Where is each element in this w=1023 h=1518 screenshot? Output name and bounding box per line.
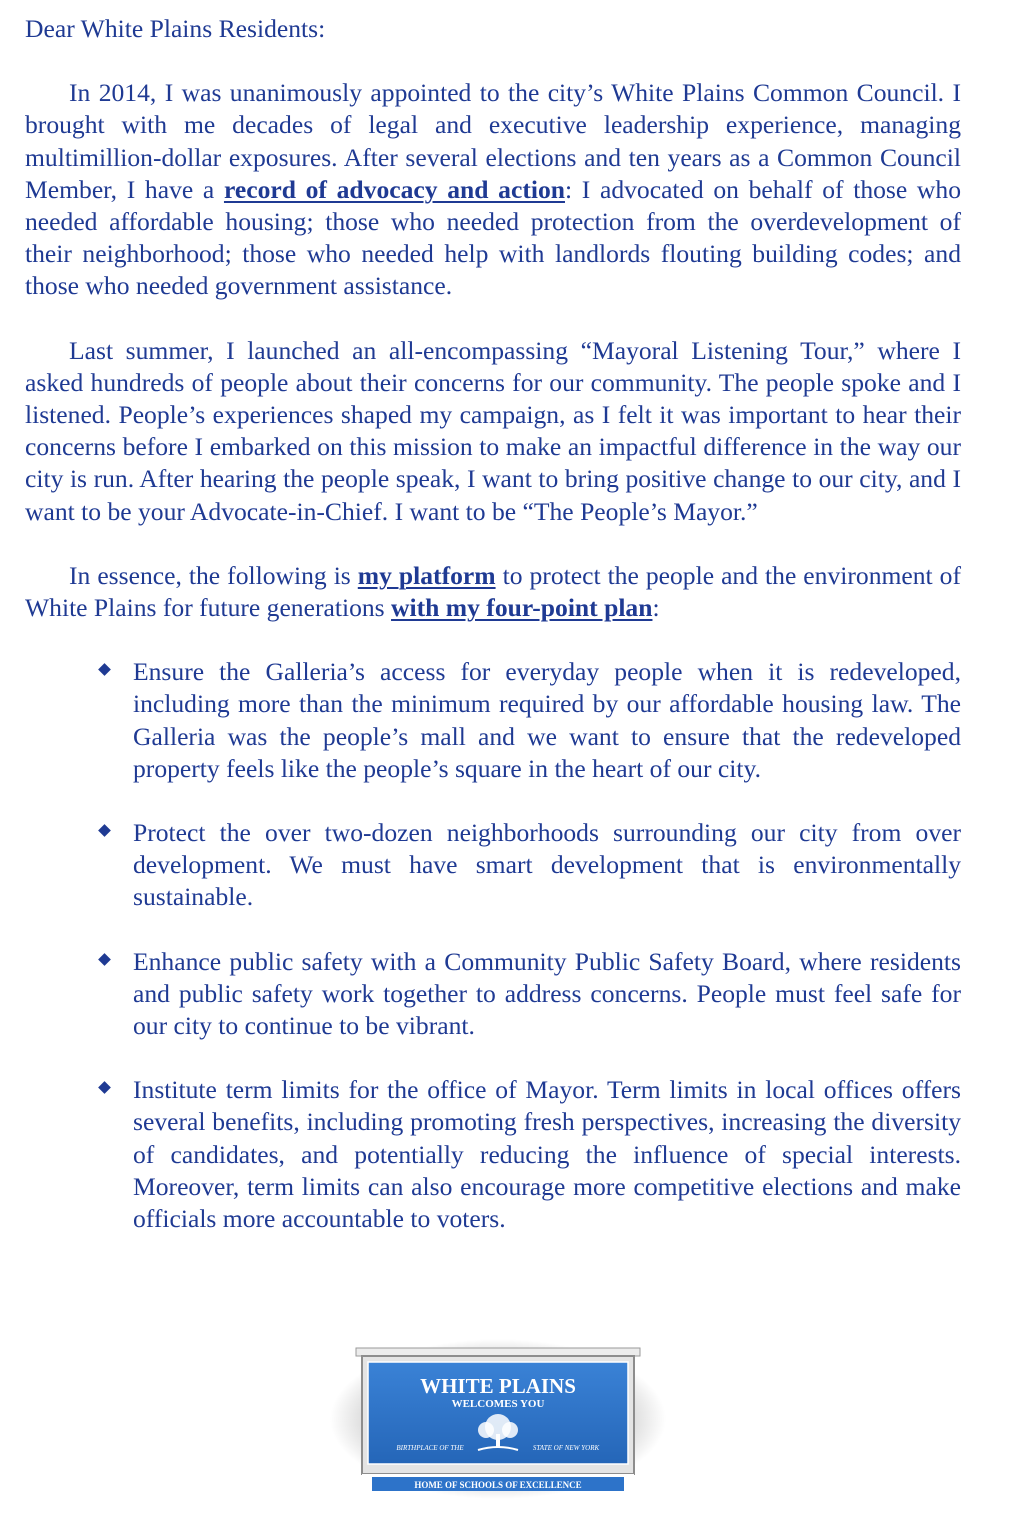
plan-item-public-safety	[133, 946, 961, 1043]
white-plains-welcome-sign-image	[328, 1338, 668, 1500]
welcome-sign-svg	[328, 1338, 668, 1500]
plan-item-text: Ensure the Galleria’s access for everyday people when it is redeveloped, including more than the minimum required by our affordable housing law. The Galleria was the people’s mall and we want to ensure that the redeveloped property feels like the people’s square in the heart of our city.	[133, 657, 961, 783]
intro-text-after: : I advocated on behalf of those who needed affordable housing; those who needed protection from the overdevelopment of their neighborhood; those who needed help with landlords flouting building codes; and those who needed government assistance.	[25, 174, 961, 301]
four-point-plan-list	[25, 656, 961, 1235]
sign-subtitle: WELCOMES YOU	[451, 1398, 545, 1410]
salutation: Dear White Plains Residents:	[25, 14, 326, 43]
diamond-bullet-icon	[98, 824, 111, 837]
sign-schools-text: HOME OF SCHOOLS OF EXCELLENCE	[414, 1480, 582, 1490]
platform-text-middle: to protect the people and the environment of White Plains for future generations	[25, 560, 961, 623]
my-platform-link[interactable]: my platform	[357, 560, 496, 590]
platform-text-before: In essence, the following is	[69, 560, 358, 590]
sign-title: WHITE PLAINS	[420, 1374, 576, 1398]
plan-item-galleria	[133, 656, 961, 785]
plan-item-text: Institute term limits for the office of Mayor. Term limits in local offices offers several benefits, including promoting fresh perspectives, increasing the diversity of candidates, and potentially reducing the influence of special interests. Moreover, term limits can also encourage more competitive elections and make officials more accountable to voters.	[133, 1075, 961, 1234]
diamond-bullet-icon	[98, 1081, 111, 1094]
four-point-plan-link[interactable]: with my four-point plan	[391, 593, 653, 623]
plan-item-text: Enhance public safety with a Community Public Safety Board, where residents and public safety work together to address concerns. People must feel safe for our city to continue to be vibrant.	[133, 946, 961, 1041]
sign-separator	[362, 1474, 634, 1477]
intro-text-before: In 2014, I was unanimously appointed to the city’s White Plains Common Council. I brought with me decades of legal and executive leadership experience, managing multimillion-dollar exposures. After several elections and ten years as a Common Council Member, I have a	[25, 78, 961, 204]
diamond-bullet-icon	[98, 663, 111, 676]
platform-paragraph	[25, 560, 961, 624]
sign-birthplace-right: STATE OF NEW YORK	[532, 1444, 600, 1452]
record-of-advocacy-link[interactable]: record of advocacy and action	[223, 174, 565, 204]
diamond-bullet-icon	[98, 953, 111, 966]
listening-tour-paragraph: Last summer, I launched an all-encompassing “Mayoral Listening Tour,” where I asked hundreds of people about their concerns for our community. The people spoke and I listened. People’s experiences shaped my campaign, as I felt it was important to hear their concerns before I embarked on this mission to make an impactful difference in the way our city is run. After hearing the people speak, I want to bring positive change to our city, and I want to be your Advocate-in-Chief. I want to be “The People’s Mayor.”	[25, 335, 961, 526]
sign-top-rail	[356, 1348, 640, 1356]
intro-paragraph	[25, 77, 961, 302]
letter-page	[25, 13, 961, 1267]
platform-text-after: :	[652, 593, 660, 623]
plan-item-term-limits	[133, 1074, 961, 1235]
plan-item-text: Protect the over two-dozen neighborhoods surrounding our city from over development. We must have smart development that is environmentally sustainable.	[133, 818, 961, 912]
sign-birthplace-left: BIRTHPLACE OF THE	[396, 1444, 464, 1452]
plan-item-neighborhoods	[133, 817, 961, 914]
